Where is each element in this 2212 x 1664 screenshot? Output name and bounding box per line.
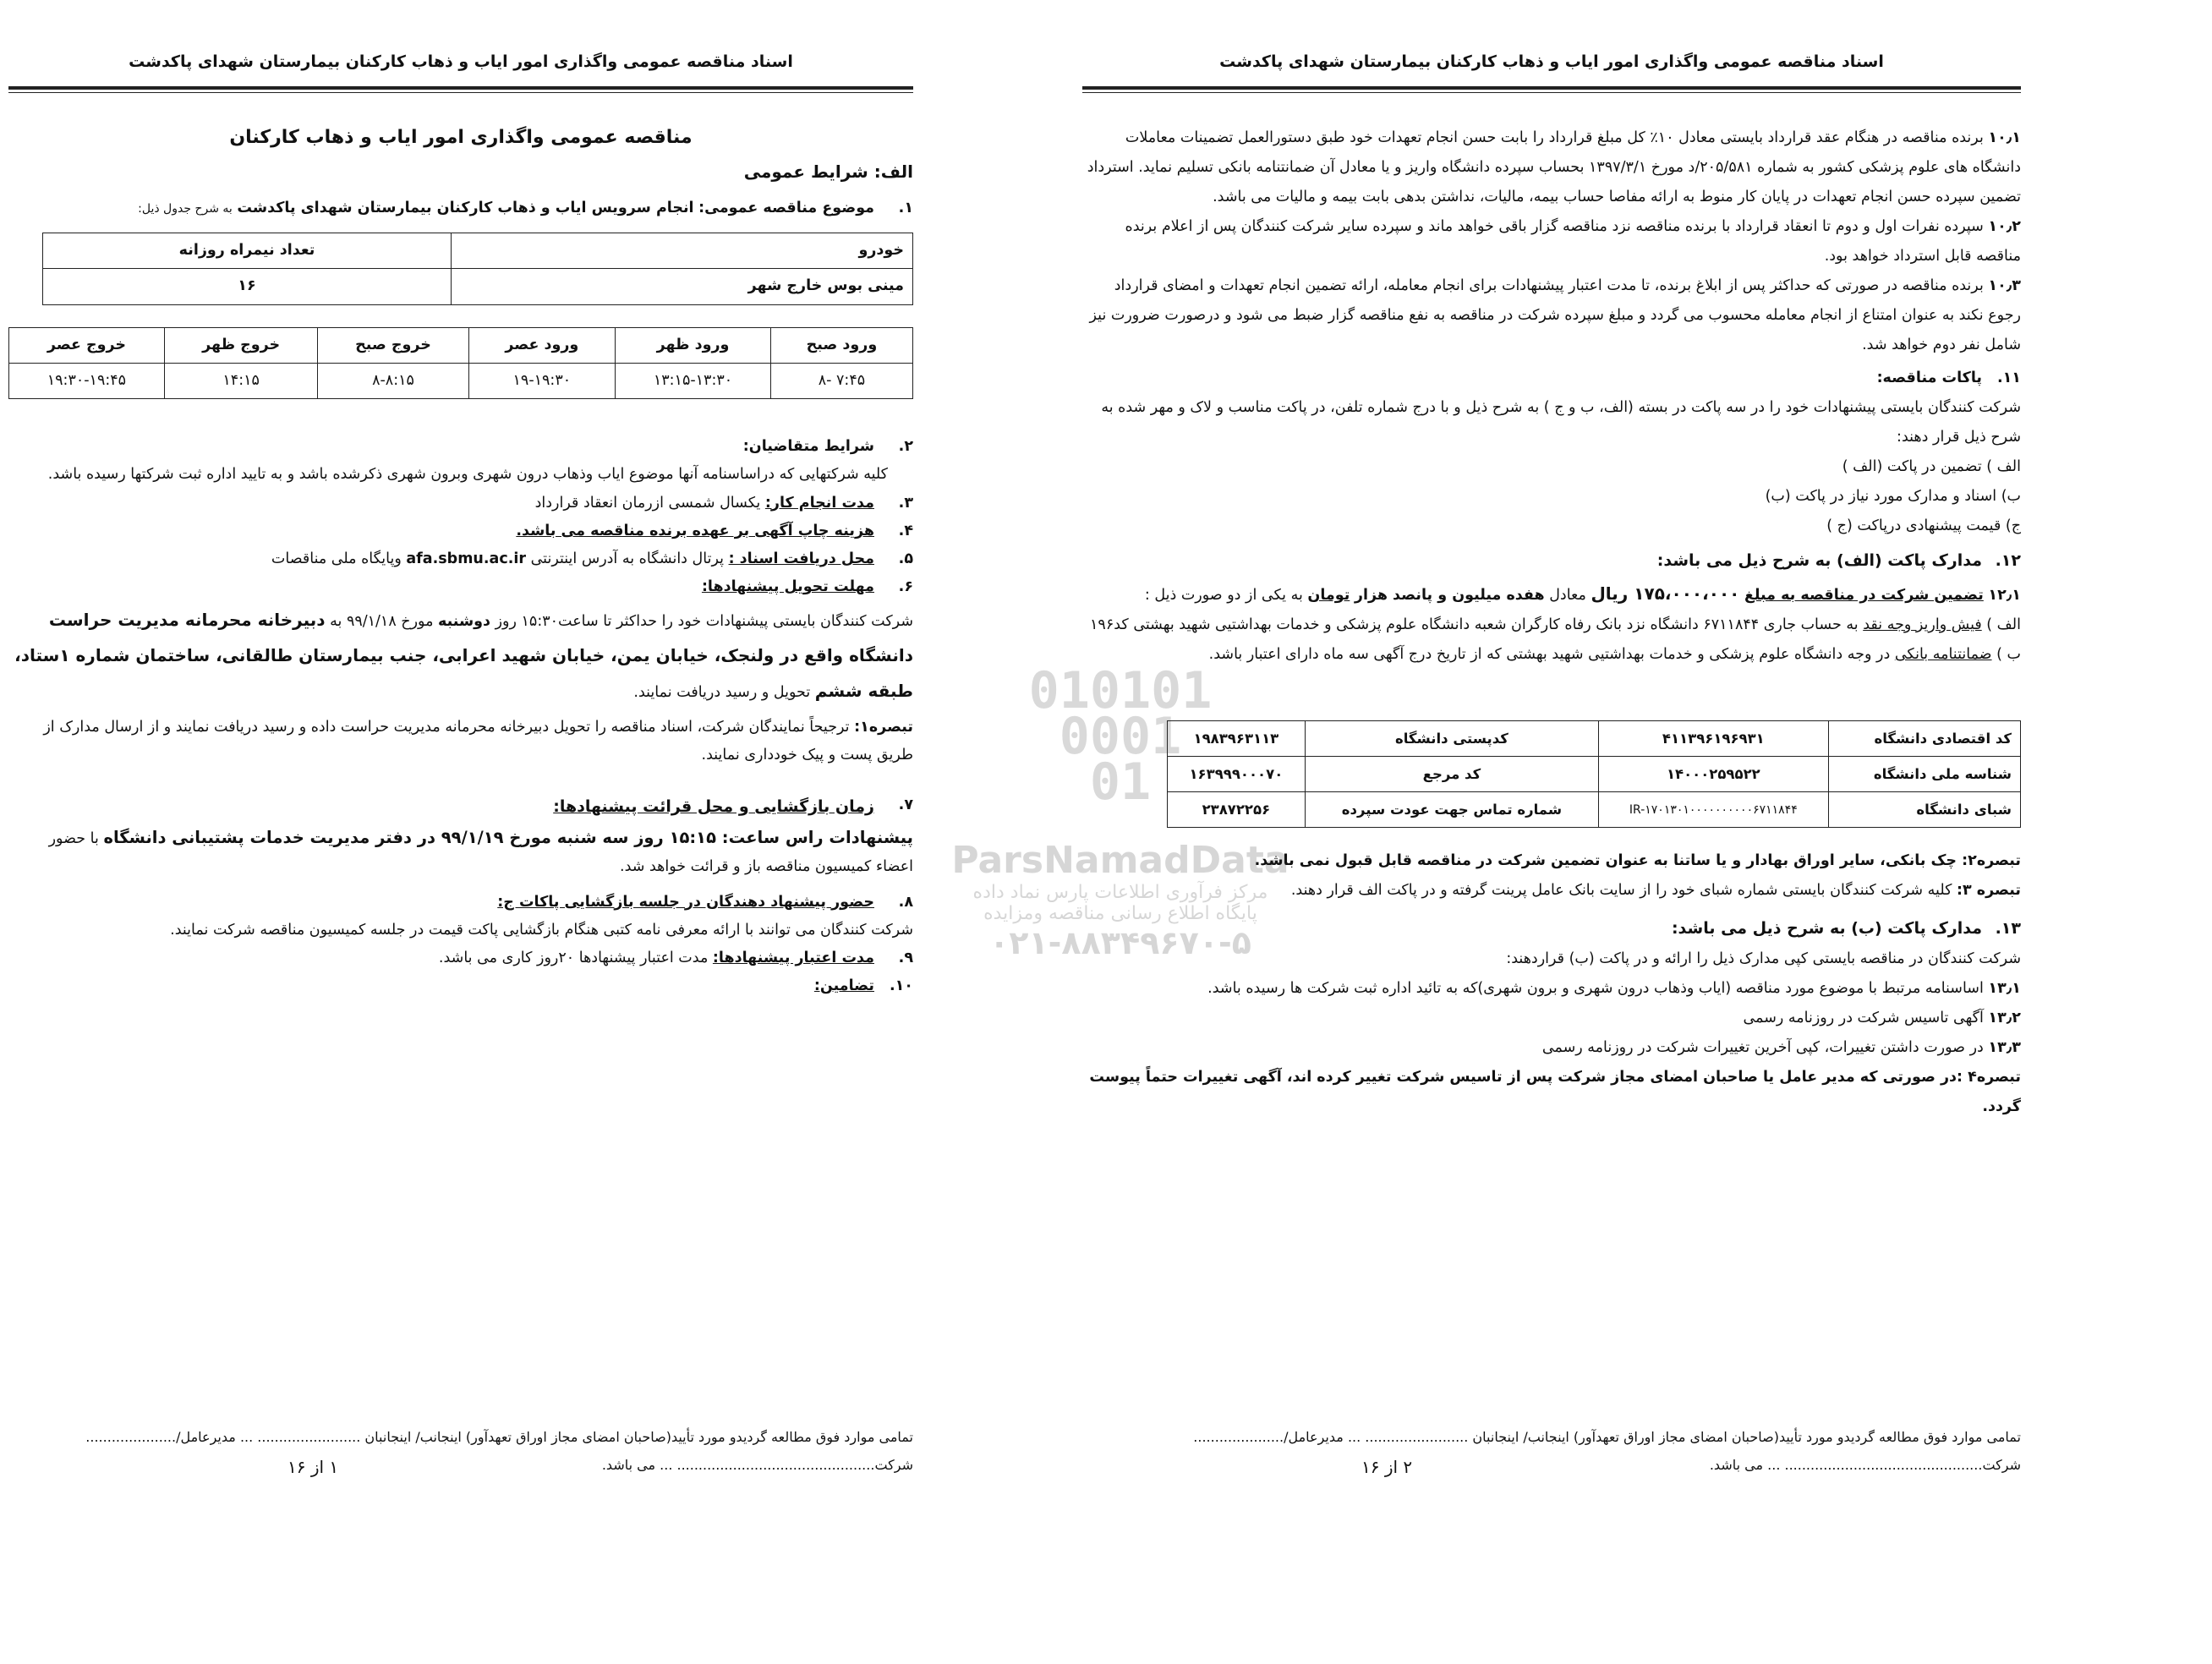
guarantee-unit: تومان: [1307, 587, 1350, 604]
table-cell: ۱۹۸۳۹۶۳۱۱۳: [1168, 721, 1306, 757]
table-cell: مینی بوس خارج شهر: [451, 269, 912, 304]
table-header: ورود ظهر: [616, 327, 771, 363]
table-cell: شبای دانشگاه: [1828, 792, 2020, 828]
table-cell: ۱۶۳۹۹۹۰۰۰۷۰: [1168, 757, 1306, 792]
footer-row: [8, 1457, 913, 1477]
page-header-title: اسناد مناقصه عمومی واگذاری امور ایاب و ذهاب کارکنان بیمارستان شهدای پاکدشت: [1219, 52, 1884, 71]
table-cell: ۴۱۱۳۹۶۱۹۶۹۳۱: [1599, 721, 1828, 757]
guarantee-amount: ۱۷۵،۰۰۰،۰۰۰ ریال: [1591, 583, 1740, 604]
page-1-footer: [8, 1429, 913, 1477]
para-text: برنده مناقصه در صورتی که حداکثر پس از ابلاغ برنده، تا مدت اعتبار پیشنهادات برای انجام معامله، ارائه تضمین انجام تعهدات و امضای قرارداد رجوع نکند به عنوان امتناع از انجام معامله محسوب می گردد و مبلغ سپرده شرکت در مناقصه به نفع مناقصه گزار ضبط می شود و درصورت ضرورت نیز شامل نفر دوم خواهد شد.: [1089, 277, 2021, 353]
item-number: ۱۲.: [1995, 551, 2021, 570]
header-divider: [1082, 86, 2021, 93]
option-label: الف ): [1986, 616, 2021, 633]
item-number: ۴.: [898, 522, 913, 539]
para-10-3: [1082, 271, 2021, 360]
table-cell: ۱۴:۱۵: [164, 363, 318, 398]
item-7-label: زمان بازگشایی و محل قرائت پیشنهادها:: [553, 797, 874, 817]
note-3-text: کلیه شرکت کنندگان بایستی شماره شبای خود را از سایت بانک عامل پرینت گرفته و در پاکت الف قرار دهند.: [1290, 882, 1952, 899]
option-b-title: ضمانتنامه بانکی: [1894, 646, 1992, 663]
table-cell: کدپستی دانشگاه: [1305, 721, 1598, 757]
footer-approval-line: تمامی موارد فوق مطالعه گردیدو مورد تأیید(صاحبان امضای مجاز اوراق تعهدآور) اینجانب/ اینجانبان ........................ ... مدیرعامل/.....................: [1193, 1429, 2021, 1445]
item-5-text: پرتال دانشگاه به آدرس اینترنتی: [530, 550, 724, 568]
item-2-label: شرایط متقاضیان:: [742, 438, 874, 456]
para-10-1: [1082, 123, 2021, 212]
page-number: ۲ از ۱۶: [1361, 1457, 1413, 1477]
item-8-text: شرکت کنندگان می توانند با ارائه معرفی نامه کتبی هنگام بازگشایی پاکت قیمت در جلسه کمیسیون مناقصه شرکت نمایند.: [170, 921, 913, 939]
item-6-text: [8, 602, 913, 709]
item-3-text: یکسال شمسی ازرمان انعقاد قرارداد: [534, 494, 761, 512]
table-header: خروج صبح: [318, 327, 468, 363]
guarantee-tail: به یکی از دو صورت ذیل :: [1144, 587, 1303, 604]
item-1-subject: انجام سرویس ایاب و ذهاب کارکنان بیمارستان شهدای پاکدشت: [237, 199, 694, 216]
table-cell: کد اقتصادی دانشگاه: [1828, 721, 2020, 757]
item-11-list-item: الف ) تضمین در پاکت (الف ): [1842, 458, 2021, 475]
item-11: [1082, 364, 2021, 393]
guarantee-label: تضمین شرکت در مناقصه به مبلغ: [1744, 587, 1984, 604]
table-header: ورود عصر: [468, 327, 616, 363]
option-a-title: فیش واریز وجه نقد: [1863, 616, 1982, 633]
watermark-phone: ۰۲۱-۸۸۳۴۹۶۷۰-۵: [989, 924, 1251, 961]
item-10: [8, 972, 913, 1000]
item-number: ۱۳٫۳: [1988, 1039, 2021, 1056]
note-4: تبصره۴ :در صورتی که مدیر عامل یا صاحبان امضای مجاز شرکت پس از تاسیس شرکت تغییر کرده اند، آگهی تغییرات حتماً پیوست گردد.: [1089, 1069, 2021, 1115]
item-6-day: دوشنبه: [438, 612, 491, 630]
item-8-label: حضور پیشنهاد دهندگان در جلسه بازگشایی پاکات ج:: [497, 893, 874, 911]
table-cell: ۱۳:۱۵-۱۳:۳۰: [616, 363, 771, 398]
item-4: [8, 517, 913, 545]
table-header: ورود صبح: [770, 327, 912, 363]
para-12-1: [1082, 577, 2021, 610]
page-header-title: اسناد مناقصه عمومی واگذاری امور ایاب و ذهاب کارکنان بیمارستان شهدای پاکدشت: [129, 52, 793, 71]
item-7-text: [8, 822, 913, 882]
item-11-label: پاکات مناقصه:: [1876, 369, 1982, 386]
item-number: ۱۰٫۳: [1988, 277, 2021, 294]
page-number: ۱ از ۱۶: [287, 1457, 339, 1477]
table-header: خروج ظهر: [164, 327, 318, 363]
item-number: ۸.: [898, 893, 913, 911]
note-3-label: تبصره ۳:: [1957, 882, 2021, 899]
page-2: [1074, 0, 2029, 1664]
table-cell: ۲۳۸۷۲۲۵۶: [1168, 792, 1306, 828]
item-10-label: تضامین:: [813, 977, 874, 995]
option-b: [1082, 640, 2021, 670]
item-9: [8, 944, 913, 972]
item-11-list-item: ب) اسناد و مدارک مورد نیاز در پاکت (ب): [1765, 488, 2021, 505]
portal-url-link[interactable]: afa.sbmu.ac.ir: [406, 550, 526, 568]
table-header: خودرو: [451, 233, 912, 269]
item-2: [8, 433, 913, 461]
para-10-2: [1082, 212, 2021, 271]
table-cell: کد مرجع: [1305, 757, 1598, 792]
para-text: در صورت داشتن تغییرات، کپی آخرین تغییرات شرکت در روزنامه رسمی: [1541, 1039, 1984, 1056]
para-13-2: [1082, 1004, 2021, 1033]
table-cell: ۱۹-۱۹:۳۰: [468, 363, 616, 398]
item-number: ۱۳.: [1995, 919, 2021, 938]
table-cell: ۸-۸:۱۵: [318, 363, 468, 398]
item-5-label: محل دریافت اسناد :: [728, 550, 874, 568]
option-label: ب ): [1996, 646, 2021, 663]
page-2-footer: [1082, 1429, 2021, 1477]
watermark-digits: 010101: [1028, 661, 1213, 720]
item-3-label: مدت انجام کار:: [764, 494, 874, 512]
item-number: ۱۰٫۱: [1988, 129, 2021, 146]
item-11-list-item: ج) قیمت پیشنهادی درپاکت (ج ): [1826, 517, 2021, 534]
item-number: ۱.: [898, 199, 913, 216]
item-13: [1082, 912, 2021, 944]
page-1: [0, 0, 922, 1664]
para-text: اساسنامه مرتبط با موضوع مورد مناقصه (ایاب وذهاب درون شهری و برون شهری)که به تائید اداره ثبت شرکت ها رسیده باشد.: [1207, 980, 1984, 997]
item-7-bold: پیشنهادات راس ساعت: ۱۵:۱۵ روز سه شنبه مورخ ۹۹/۱/۱۹ در دفتر مدیریت خدمات پشتیبانی دانشگاه: [103, 828, 913, 848]
para-text: سپرده نفرات اول و دوم تا انعقاد قرارداد با برنده مناقصه نزد مناقصه گزار باقی خواهد ماند و سپرده سایر شرکت کنندگان پس از اعلام برنده مناقصه قابل استرداد خواهد بود.: [1125, 218, 2021, 265]
footer-approval-line: تمامی موارد فوق مطالعه گردیدو مورد تأیید(صاحبان امضای مجاز اوراق تعهدآور) اینجانب/ اینجانبان ........................ ... مدیرعامل/.....................: [85, 1429, 913, 1445]
para-13-1: [1082, 974, 2021, 1004]
item-6-part: شرکت کنندگان بایستی پیشنهادات خود را حداکثر تا ساعت۱۵:۳۰ روز: [495, 612, 913, 630]
item-number: ۲.: [898, 438, 913, 456]
item-4-text: هزینه چاپ آگهی بر عهده برنده مناقصه می باشد.: [516, 522, 874, 539]
option-a-text: به حساب جاری ۶۷۱۱۸۴۴ دانشگاه نزد بانک رفاه کارگران شعبه دانشگاه علوم پزشکی و خدمات بهداشتیی شهید بهشتی کد۱۹۶: [1090, 616, 1859, 633]
item-5-tail: وپایگاه ملی مناقصات: [271, 550, 402, 568]
watermark-digits: 0001: [1059, 707, 1182, 766]
watermark-digits: 01: [1089, 753, 1152, 812]
para-text: آگهی تاسیس شرکت در روزنامه رسمی: [1743, 1010, 1984, 1026]
guarantee-mid: معادل: [1549, 587, 1586, 604]
item-6-part: مورخ ۹۹/۱/۱۸ به: [330, 612, 434, 630]
item-number: ۱۳٫۱: [1988, 980, 2021, 997]
item-1-tail: به شرح جدول ذیل:: [138, 201, 233, 216]
table-cell: ۱۴۰۰۰۲۵۹۵۲۲: [1599, 757, 1828, 792]
item-13-text: شرکت کنندگان در مناقصه بایستی کپی مدارک ذیل را ارائه و در پاکت (ب) قراردهند:: [1506, 950, 2021, 967]
guarantee-words: هفده میلیون و پانصد هزار: [1354, 587, 1545, 604]
item-number: ۱۱.: [1996, 369, 2021, 386]
page-1-body: [8, 120, 913, 1001]
item-number: ۱۰٫۲: [1988, 218, 2021, 235]
page-2-body: [1082, 123, 2021, 1122]
item-number: ۱۲٫۱: [1988, 587, 2021, 604]
table-cell: شناسه ملی دانشگاه: [1828, 757, 2020, 792]
item-3: [8, 490, 913, 517]
item-number: ۷.: [898, 796, 913, 814]
para-text: برنده مناقصه در هنگام عقد قرارداد بایستی معادل ۱۰٪ کل مبلغ قرارداد را بابت حسن انجام تعهدات خود طبق دستورالعمل تضمینات معاملات دانشگاه های علوم پزشکی کشور به شماره ۲۰۵/۵۸۱/د مورخ ۱۳۹۷/۳/۱ بحساب سپرده دانشگاه واریز و یا معادل آن ضمانتنامه بانکی تسلیم نماید. استرداد تضمین سپرده حسن انجام تعهدات در پایان کار منوط به ارائه مفاصا حساب بیمه، مالیات، نداشتن بدهی بابت بیمه و مالیات می باشد.: [1087, 129, 2021, 205]
item-6-place: دبیرخانه محرمانه مدیریت حراست دانشگاه واقع در ولنجک، خیابان یمن، خیابان شهید اعرابی، جنب بیمارستان طالقانی، ساختمان شماره ۱ستاد، طبقه ششم: [14, 609, 913, 701]
table-header: تعداد نیمراه روزانه: [43, 233, 452, 269]
item-9-label: مدت اعتبار پیشنهادها:: [712, 950, 874, 967]
item-number: ۱۳٫۲: [1988, 1010, 2021, 1026]
table-cell: شماره تماس جهت عودت سپرده: [1305, 792, 1598, 828]
document-title: مناقصه عمومی واگذاری امور ایاب و ذهاب کارکنان: [229, 127, 693, 148]
item-1-label: موضوع مناقصه عمومی:: [698, 199, 874, 216]
table-header: خروج عصر: [9, 327, 165, 363]
item-12: [1082, 545, 2021, 577]
item-number: ۹.: [898, 950, 913, 967]
section-a-heading: الف: شرایط عمومی: [743, 161, 913, 182]
table-cell: ۱۶: [43, 269, 452, 304]
item-2-text: کلیه شرکتهایی که دراساسنامه آنها موضوع ایاب وذهاب درون شهری وبرون شهری ذکرشده باشد و به تایید اداره ثبت شرکتها رسیده باشد.: [47, 466, 888, 484]
item-1: [8, 194, 913, 222]
option-a: [1082, 610, 2021, 640]
item-number: ۳.: [898, 494, 913, 512]
note-1: [8, 714, 913, 770]
table-cell: ۱۹:۳۰-۱۹:۴۵: [9, 363, 165, 398]
item-13-label: مدارک پاکت (ب) به شرح ذیل می باشد:: [1671, 919, 1982, 938]
option-b-text: در وجه دانشگاه علوم پزشکی و خدمات بهداشتیی شهید بهشتی که از تاریخ درج آگهی سه ماه دارای اعتبار باشد.: [1208, 646, 1891, 663]
university-bank-table: [1167, 720, 2021, 828]
footer-company-line: شرکت.............................................. ... می باشد.: [1709, 1457, 2021, 1473]
table-cell: ۷:۴۵ -۸: [770, 363, 912, 398]
note-1-label: تبصره۱:: [854, 718, 913, 736]
schedule-table: [8, 327, 913, 400]
watermark-line: پایگاه اطلاع رسانی مناقصه ومزایده: [983, 903, 1257, 924]
item-6-label: مهلت تحویل پیشنهادها:: [701, 578, 874, 596]
item-9-text: مدت اعتبار پیشنهادها ۲۰روز کاری می باشد.: [438, 950, 709, 967]
table-cell: IR-۱۷۰۱۳۰۱۰۰۰۰۰۰۰۰۰۰۶۷۱۱۸۴۴: [1599, 792, 1828, 828]
footer-row: [1082, 1457, 2021, 1477]
item-6-part: تحویل و رسید دریافت نمایند.: [633, 683, 811, 701]
header-divider: [8, 86, 913, 93]
item-8: [8, 889, 913, 917]
watermark-brand: ParsNamadData: [951, 839, 1289, 882]
item-7: [8, 791, 913, 822]
item-12-label: مدارک پاکت (الف) به شرح ذیل می باشد:: [1656, 551, 1982, 570]
note-2: تبصره۲: چک بانکی، سایر اوراق بهادار و یا ساتنا به عنوان تضمین شرکت در مناقصه قابل قبول نمی باشد.: [1254, 852, 2021, 869]
footer-company-line: شرکت.............................................. ... می باشد.: [601, 1457, 913, 1473]
item-5: [8, 545, 913, 573]
note-3: [1082, 876, 2021, 906]
para-13-3: [1082, 1033, 2021, 1063]
item-number: ۵.: [898, 550, 913, 568]
note-1-text: ترجیحاً نمایندگان شرکت، اسناد مناقصه را تحویل دبیرخانه محرمانه مدیریت حراست داده و رسید دریافت نمایند و از ارسال مدارک از طریق پست و پیک خودداری نمایند.: [43, 718, 913, 764]
item-6: [8, 573, 913, 601]
item-11-text: شرکت کنندگان بایستی پیشنهادات خود را در سه پاکت در بسته (الف، ب و ج ) به شرح ذیل و با درج شماره تلفن، در پاکت مناسب و لاک و مهر شده به شرح ذیل قرار دهند:: [1101, 399, 2021, 446]
item-number: ۶.: [898, 578, 913, 596]
item-number: ۱۰.: [889, 977, 913, 995]
item-7-rest: با حضور اعضاء کمیسیون مناقصه باز و قرائت خواهد شد.: [48, 830, 913, 876]
vehicle-table: [42, 233, 913, 305]
watermark-line: مرکز فرآوری اطلاعات پارس نماد داده: [972, 882, 1268, 903]
